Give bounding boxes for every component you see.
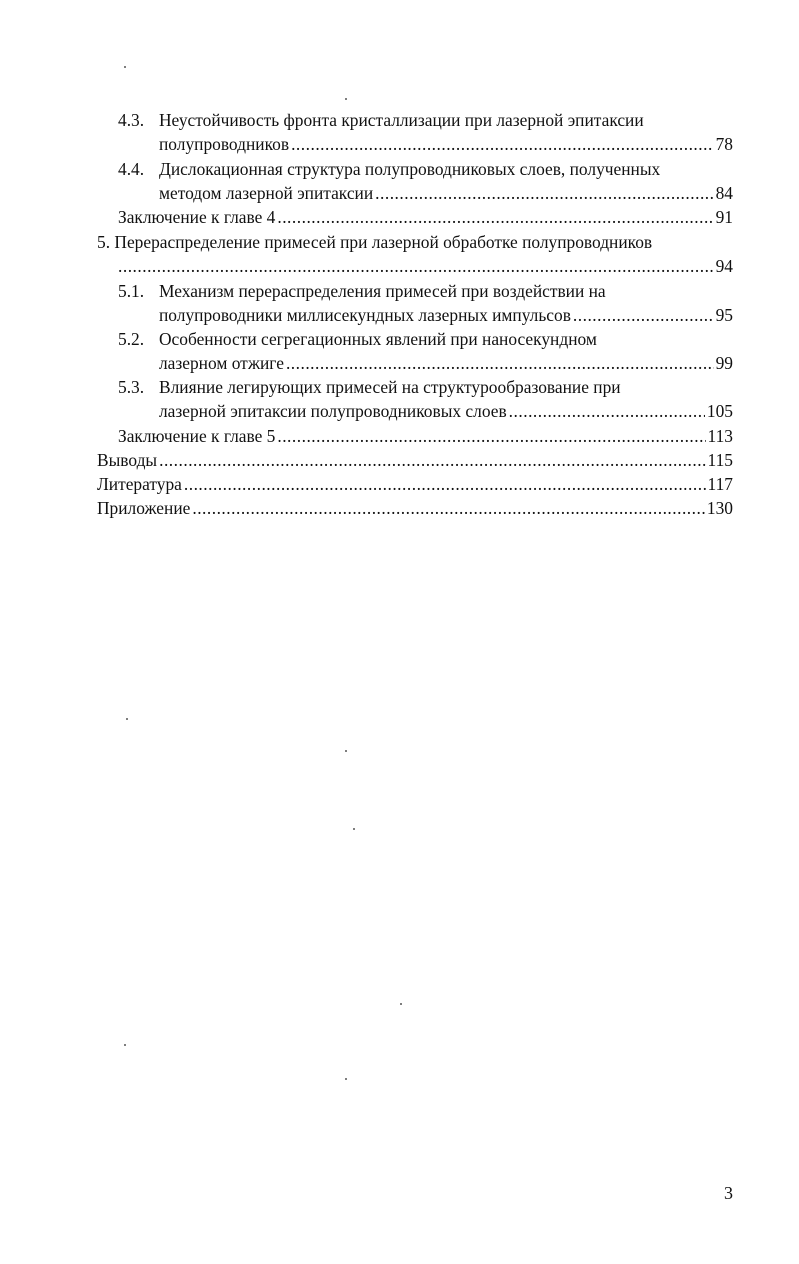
scan-speck bbox=[345, 1078, 347, 1080]
toc-entry-conclusions bbox=[97, 449, 733, 471]
section-number: 4.4. bbox=[118, 159, 145, 179]
page-ref: 78 bbox=[715, 134, 733, 154]
page-ref: 94 bbox=[715, 256, 733, 276]
dot-leader bbox=[509, 400, 705, 422]
dot-leader bbox=[375, 182, 713, 204]
dot-leader bbox=[573, 304, 714, 326]
page-number: 3 bbox=[724, 1183, 733, 1203]
page-ref: 130 bbox=[706, 498, 733, 518]
section-title-cont: методом лазерной эпитаксии bbox=[159, 183, 374, 203]
dot-leader bbox=[291, 133, 714, 155]
section-number: 5.2. bbox=[118, 329, 145, 349]
scan-speck bbox=[345, 98, 347, 100]
page-ref: 117 bbox=[707, 474, 733, 494]
section-title: Влияние легирующих примесей на структурообразование при bbox=[159, 377, 621, 397]
scan-speck bbox=[124, 1044, 126, 1046]
entry-title: Заключение к главе 4 bbox=[118, 207, 276, 227]
entry-title: Заключение к главе 5 bbox=[118, 426, 276, 446]
scan-speck bbox=[124, 66, 126, 68]
dot-leader bbox=[159, 449, 705, 471]
toc-entry-4-4-line2 bbox=[159, 182, 733, 204]
entry-title: Приложение bbox=[97, 498, 191, 518]
section-number: 5.3. bbox=[118, 377, 145, 397]
toc-entry-5-2-line1 bbox=[118, 328, 597, 350]
scan-speck bbox=[345, 750, 347, 752]
dot-leader bbox=[286, 352, 714, 374]
dot-leader bbox=[184, 473, 706, 495]
page-ref: 91 bbox=[715, 207, 733, 227]
section-title-cont: лазерном отжиге bbox=[159, 353, 284, 373]
toc-entry-5-1-line1 bbox=[118, 280, 606, 302]
chapter-title: 5. Перераспределение примесей при лазерной обработке полупроводников bbox=[97, 232, 653, 252]
toc-entry-conclusion-5 bbox=[118, 425, 733, 447]
section-number: 4.3. bbox=[118, 110, 145, 130]
section-title: Неустойчивость фронта кристаллизации при лазерной эпитаксии bbox=[159, 110, 644, 130]
section-number: 5.1. bbox=[118, 281, 145, 301]
toc-entry-5-3-line2 bbox=[159, 400, 733, 422]
page-ref: 99 bbox=[715, 353, 733, 373]
page-ref: 84 bbox=[715, 183, 733, 203]
section-title: Механизм перераспределения примесей при воздействии на bbox=[159, 281, 606, 301]
page-ref: 113 bbox=[707, 426, 733, 446]
toc-entry-chapter-5-line2 bbox=[118, 255, 733, 277]
entry-title: Выводы bbox=[97, 450, 158, 470]
page-ref: 105 bbox=[706, 401, 733, 421]
page-ref: 95 bbox=[715, 305, 733, 325]
page-ref: 115 bbox=[707, 450, 733, 470]
toc-entry-conclusion-4 bbox=[118, 206, 733, 228]
section-title-cont: лазерной эпитаксии полупроводниковых слоев bbox=[159, 401, 507, 421]
toc-entry-5-3-line1 bbox=[118, 376, 621, 398]
toc-entry-4-3-line1 bbox=[118, 109, 644, 131]
dot-leader bbox=[277, 206, 713, 228]
toc-entry-literature bbox=[97, 473, 733, 495]
section-title: Дислокационная структура полупроводниковых слоев, полученных bbox=[159, 159, 661, 179]
scan-speck bbox=[400, 1003, 402, 1005]
toc-entry-appendix bbox=[97, 497, 733, 519]
toc-entry-4-3-line2 bbox=[159, 133, 733, 155]
toc-entry-chapter-5-line1 bbox=[97, 231, 652, 253]
section-title-cont: полупроводники миллисекундных лазерных импульсов bbox=[159, 305, 571, 325]
section-title: Особенности сегрегационных явлений при наносекундном bbox=[159, 329, 597, 349]
dot-leader bbox=[277, 425, 705, 447]
scan-speck bbox=[353, 828, 355, 830]
toc-entry-5-1-line2 bbox=[159, 304, 733, 326]
scan-speck bbox=[126, 718, 128, 720]
dot-leader bbox=[192, 497, 705, 519]
dot-leader bbox=[118, 255, 714, 277]
section-title-cont: полупроводников bbox=[159, 134, 290, 154]
toc-entry-4-4-line1 bbox=[118, 158, 660, 180]
entry-title: Литература bbox=[97, 474, 182, 494]
toc-entry-5-2-line2 bbox=[159, 352, 733, 374]
